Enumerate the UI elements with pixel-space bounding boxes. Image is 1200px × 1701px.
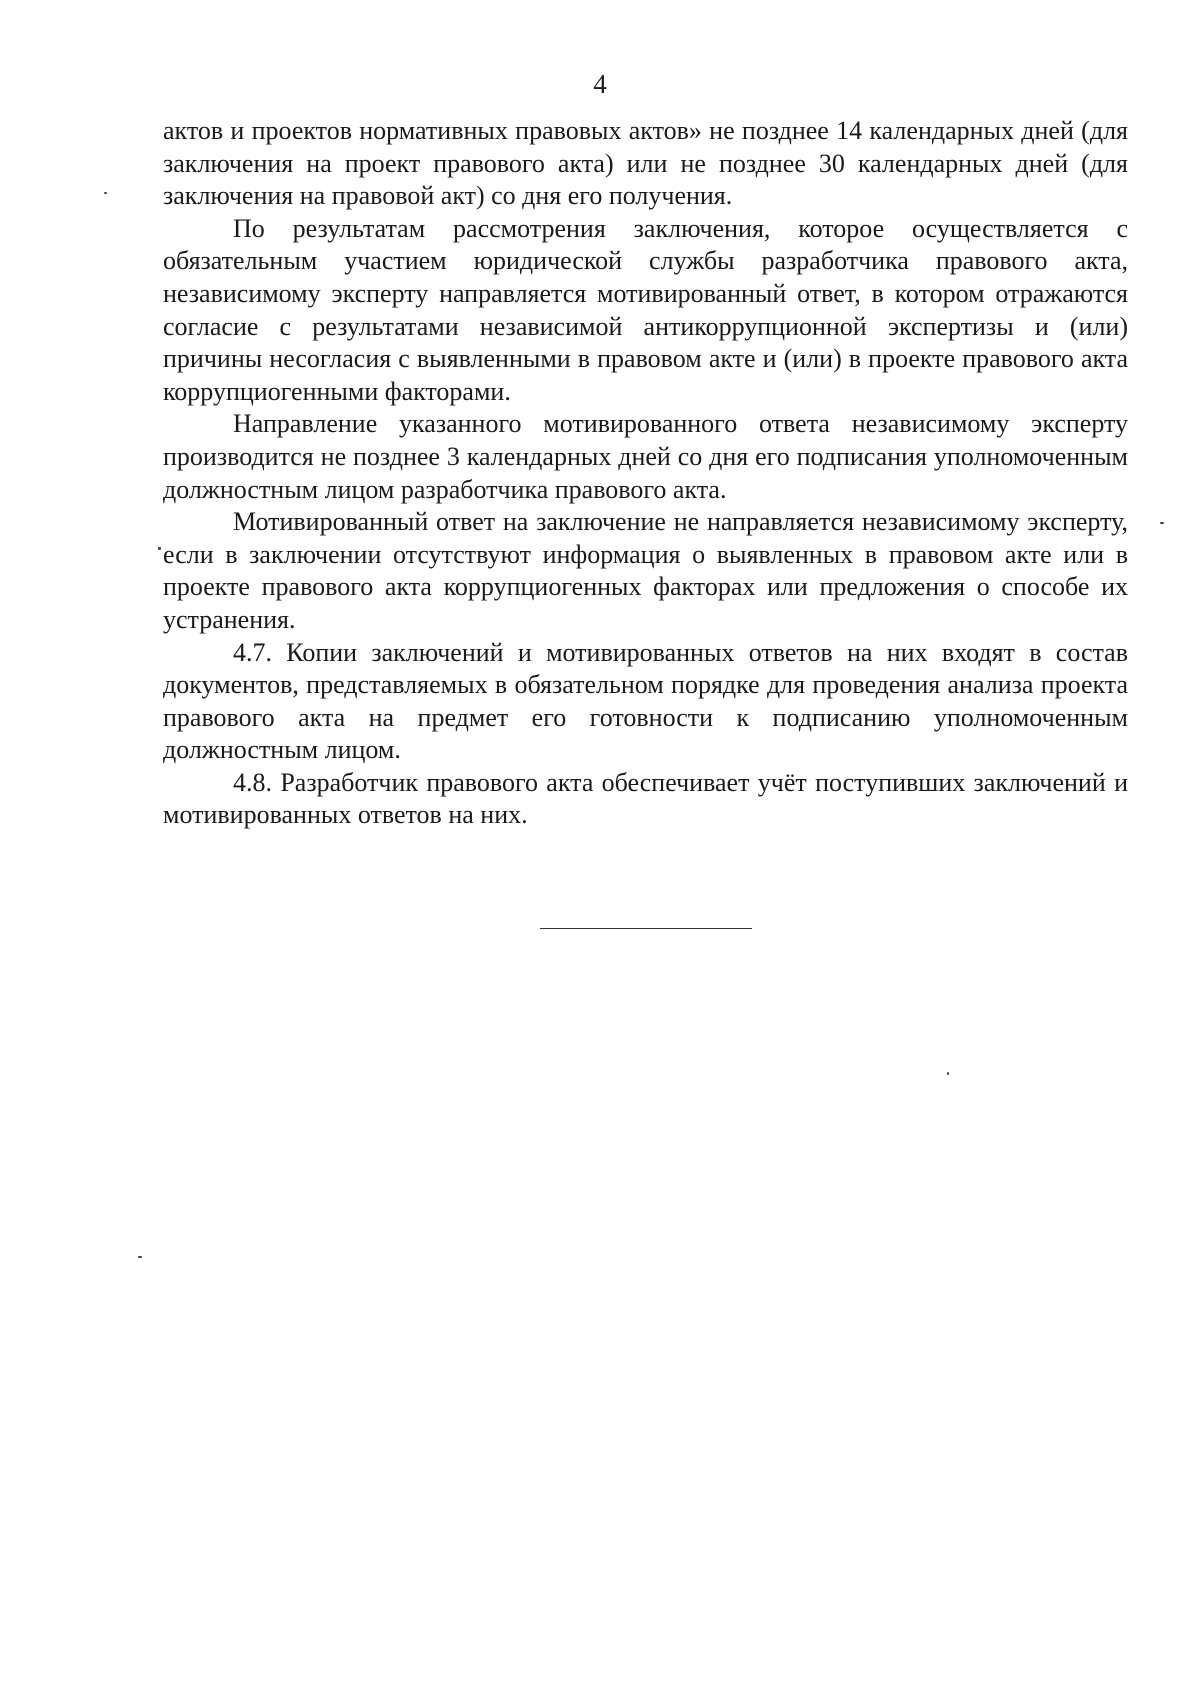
paragraph-clause-4-8: 4.8. Разработчик правового акта обеспечивает учёт поступивших заключений и мотивированных ответов на них. [163,767,1128,830]
scan-speck [1160,522,1164,524]
page-number: 4 [593,69,607,99]
paragraph-review-results: По результатам рассмотрения заключения, которое осуществляется с обязательным участием юридической службы разработчика правового акта, независимому эксперту направляется мотивированный ответ, в котором отражаются согласие с результатами независимой антикоррупционной экспертизы и (или) причины несогласия с выявленными в правовом акте и (или) в проекте правового акта коррупциогенными факторами. [163,213,1128,406]
scan-speck [947,1072,949,1075]
paragraph-continuation: актов и проектов нормативных правовых актов» не позднее 14 календарных дней (для заключения на проект правового акта) или не позднее 30 календарных дней (для заключения на правовой акт) со дня его получения. [163,116,1128,211]
scan-speck [104,192,107,194]
paragraph-clause-4-7: 4.7. Копии заключений и мотивированных ответов на них входят в состав документов, представляемых в обязательном порядке для проведения анализа проекта правового акта на предмет его готовности к подписанию уполномоченным должностным лицом. [163,637,1128,765]
document-body [163,115,1128,832]
scan-speck [138,1256,142,1258]
paragraph-response-deadline: Направление указанного мотивированного ответа независимому эксперту производится не позднее 3 календарных дней со дня его подписания уполномоченным должностным лицом разработчика правового акта. [163,409,1128,504]
paragraph-no-response-case: Мотивированный ответ на заключение не направляется независимому эксперту, если в заключении отсутствуют информация о выявленных в правовом акте или в проекте правового акта коррупциогенных факторах или предложения о способе их устранения. [163,507,1128,634]
scan-speck [158,547,161,550]
end-of-text-separator [540,928,752,929]
